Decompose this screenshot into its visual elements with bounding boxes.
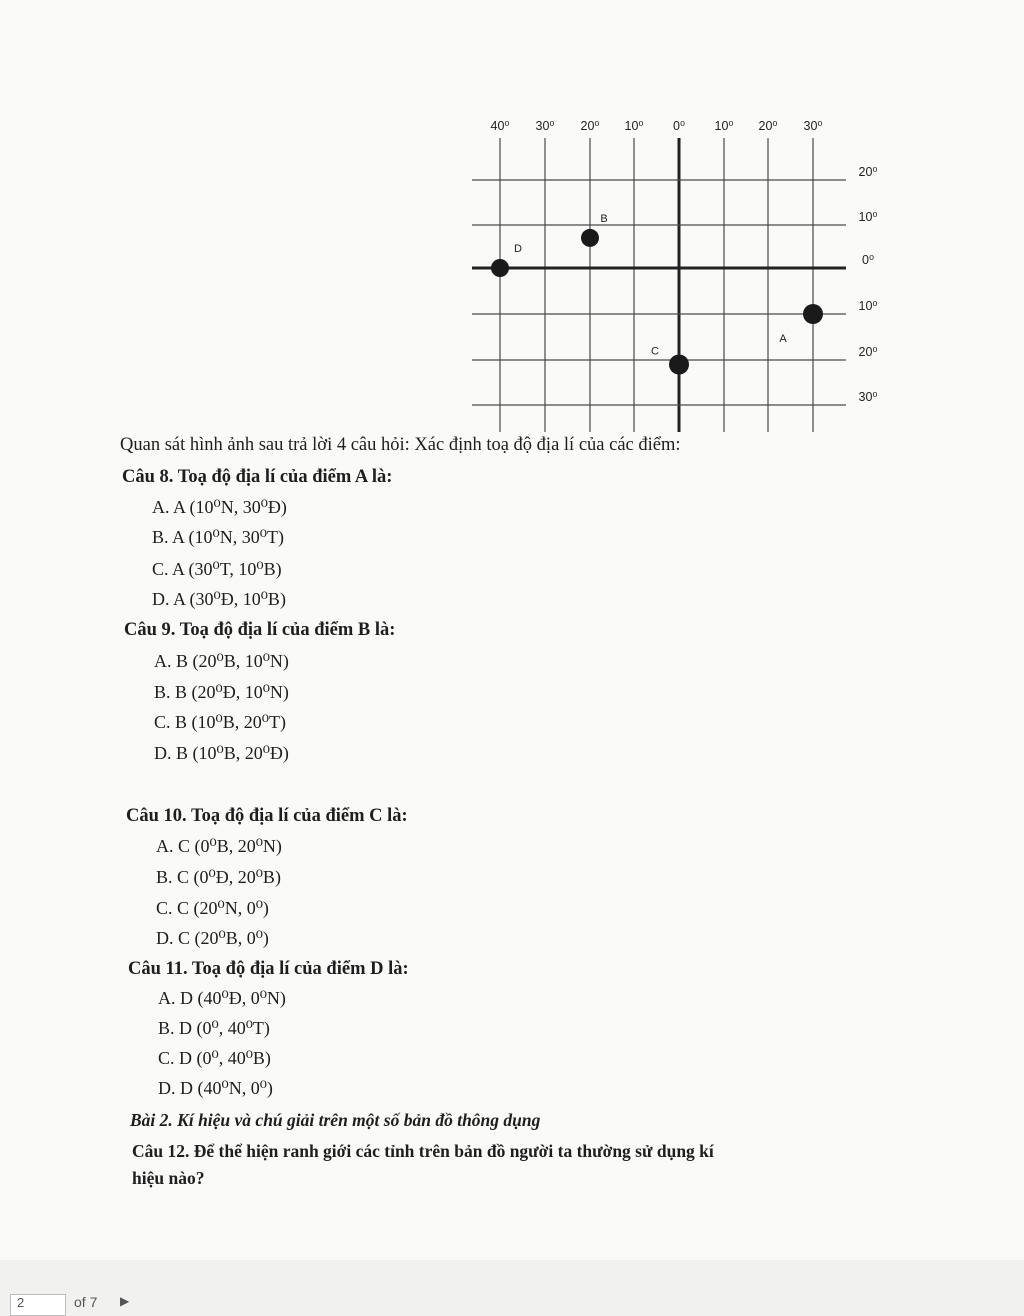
page-navigator [0,1276,1024,1308]
longitude-label: 40⁰ [490,119,510,133]
q8-option-a[interactable]: A. A (10⁰N, 30⁰Đ) [152,497,287,517]
q11-option-b[interactable]: B. D (0⁰, 40⁰T) [158,1018,270,1038]
point-b-label: B [600,212,608,225]
page-count: of 7 [74,1294,98,1310]
intro-text: Quan sát hình ảnh sau trả lời 4 câu hỏi: Xác định toạ độ địa lí của các điểm: [120,435,681,455]
longitude-label: 20⁰ [580,119,600,133]
question-12-line1: Câu 12. Để thể hiện ranh giới các tỉnh trên bản đồ người ta thường sử dụng kí [132,1141,714,1161]
point-a-marker [803,304,823,324]
q8-option-d[interactable]: D. A (30⁰Đ, 10⁰B) [152,589,286,609]
section-heading: Bài 2. Kí hiệu và chú giải trên một số bản đồ thông dụng [130,1110,541,1130]
latitude-label: 30⁰ [858,390,878,404]
longitude-label: 30⁰ [535,119,555,133]
q8-option-c[interactable]: C. A (30⁰T, 10⁰B) [152,559,282,579]
q10-option-c[interactable]: C. C (20⁰N, 0⁰) [156,898,269,918]
question-10-title: Câu 10. Toạ độ địa lí của điểm C là: [126,806,408,826]
coordinate-grid-figure [0,0,1024,450]
latitude-label: 10⁰ [858,210,878,224]
point-d-marker [491,259,509,277]
page-number-input[interactable]: 2 [10,1294,66,1316]
question-8-title: Câu 8. Toạ độ địa lí của điểm A là: [122,467,393,487]
latitude-label: 20⁰ [858,165,878,179]
question-12-line2: hiệu nào? [132,1168,205,1188]
point-a-label: A [779,333,787,345]
q11-option-c[interactable]: C. D (0⁰, 40⁰B) [158,1048,271,1068]
longitude-label: 30⁰ [803,119,823,133]
longitude-label: 10⁰ [624,119,644,133]
longitude-label: 10⁰ [714,119,734,133]
q10-option-a[interactable]: A. C (0⁰B, 20⁰N) [156,836,282,856]
question-9-title: Câu 9. Toạ độ địa lí của điểm B là: [124,620,396,640]
q8-option-b[interactable]: B. A (10⁰N, 30⁰T) [152,527,284,547]
point-c-marker [669,355,689,375]
longitude-label: 20⁰ [758,119,778,133]
q9-option-c[interactable]: C. B (10⁰B, 20⁰T) [154,712,286,732]
point-d-label: D [514,243,522,255]
q10-option-b[interactable]: B. C (0⁰Đ, 20⁰B) [156,867,281,887]
latitude-label: 20⁰ [858,345,878,359]
latitude-label: 0⁰ [862,253,874,267]
q9-option-b[interactable]: B. B (20⁰Đ, 10⁰N) [154,682,289,702]
question-11-title: Câu 11. Toạ độ địa lí của điểm D là: [128,959,409,979]
latitude-label: 10⁰ [858,299,878,313]
point-b-marker [581,229,599,247]
next-page-icon[interactable]: ▶ [120,1294,130,1308]
q10-option-d[interactable]: D. C (20⁰B, 0⁰) [156,928,269,948]
longitude-label: 0⁰ [673,119,685,133]
q9-option-d[interactable]: D. B (10⁰B, 20⁰Đ) [154,743,289,763]
point-c-label: C [651,345,659,358]
q11-option-a[interactable]: A. D (40⁰Đ, 0⁰N) [158,988,286,1008]
q9-option-a[interactable]: A. B (20⁰B, 10⁰N) [154,651,289,671]
q11-option-d[interactable]: D. D (40⁰N, 0⁰) [158,1078,273,1098]
